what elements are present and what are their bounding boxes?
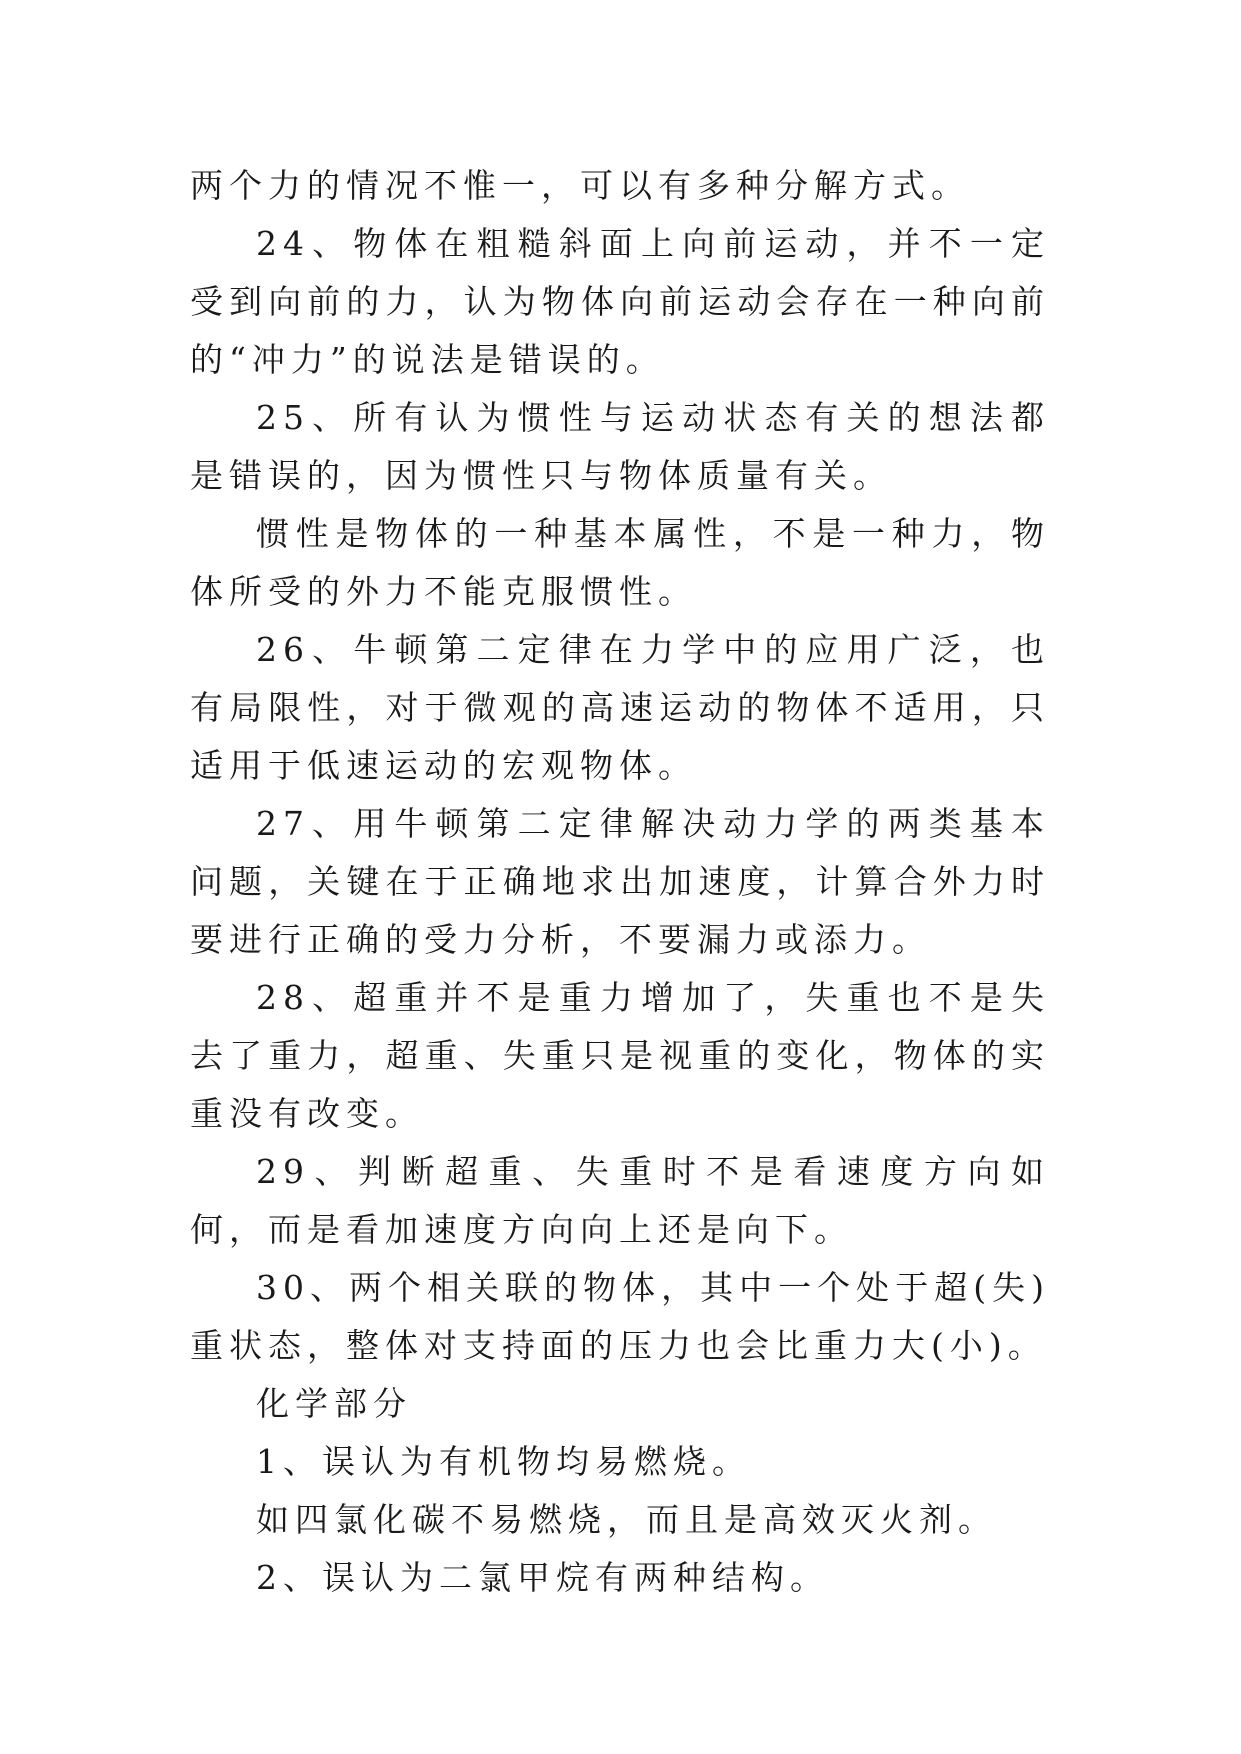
section-heading-chemistry: 化学部分 [256,1384,412,1423]
paragraph-force-decomposition: 两个力的情况不惟一，可以有多种分解方式。 [190,166,970,205]
paragraph-item-26: 26、牛顿第二定律在力学中的应用广泛，也有局限性，对于微观的高速运动的物体不适用，只适用于低速运动的宏观物体。 [190,630,1050,785]
paragraph-item-24: 24、物体在粗糙斜面上向前运动，并不一定受到向前的力，认为物体向前运动会存在一种向前的“冲力”的说法是错误的。 [190,224,1050,379]
paragraph-inertia-note: 惯性是物体的一种基本属性，不是一种力，物体所受的外力不能克服惯性。 [190,514,1050,611]
paragraph-item-25: 25、所有认为惯性与运动状态有关的想法都是错误的，因为惯性只与物体质量有关。 [190,398,1050,495]
paragraph-item-28: 28、超重并不是重力增加了，失重也不是失去了重力，超重、失重只是视重的变化，物体的实重没有改变。 [190,978,1050,1133]
paragraph-chem-note-1: 如四氯化碳不易燃烧，而且是高效灭火剂。 [256,1500,997,1539]
paragraph-item-27: 27、用牛顿第二定律解决动力学的两类基本问题，关键在于正确地求出加速度，计算合外力时要进行正确的受力分析，不要漏力或添力。 [190,804,1050,959]
document-body [190,157,1050,1607]
paragraph-chem-item-2: 2、误认为二氯甲烷有两种结构。 [256,1558,829,1597]
paragraph-chem-item-1: 1、误认为有机物均易燃烧。 [256,1442,751,1481]
paragraph-item-30: 30、两个相关联的物体，其中一个处于超(失)重状态，整体对支持面的压力也会比重力大(小)。 [190,1268,1050,1365]
paragraph-item-29: 29、判断超重、失重时不是看速度方向如何，而是看加速度方向向上还是向下。 [190,1152,1050,1249]
